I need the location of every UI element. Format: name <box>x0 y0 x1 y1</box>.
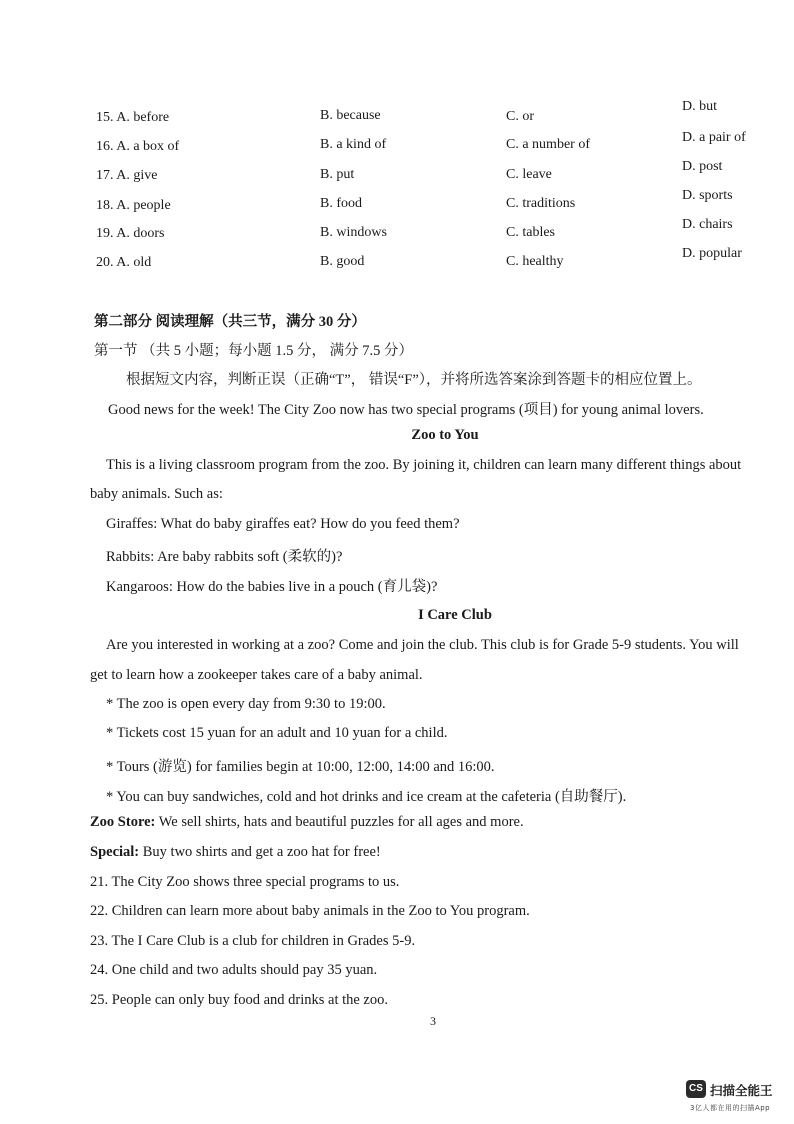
section-title: 第一节 （共 5 小题；每小题 1.5 分， 满分 7.5 分） <box>94 343 413 359</box>
special-label: Special: <box>90 844 140 860</box>
question-21: 21. The City Zoo shows three special programs to us. <box>90 874 400 890</box>
option-d: D. post <box>682 159 723 174</box>
option-b: B. windows <box>320 225 387 240</box>
paragraph-line: This is a living classroom program from the zoo. By joining it, children can learn many different things about <box>106 457 742 473</box>
zoo-store-text: We sell shirts, hats and beautiful puzzles for all ages and more. <box>155 814 524 830</box>
option-c: C. leave <box>506 167 552 182</box>
instruction-text: 根据短文内容，判断正误（正确“T”， 错误“F”），并将所选答案涂到答题卡的相应位置上。 <box>126 372 702 388</box>
list-item: Kangaroos: How do the babies live in a pouch (育儿袋)? <box>106 579 438 595</box>
list-item: Rabbits: Are baby rabbits soft (柔软的)? <box>106 549 343 565</box>
option-a: 18. A. people <box>96 198 171 213</box>
part-title: 第二部分 阅读理解（共三节，满分 30 分） <box>94 314 366 330</box>
list-item: Giraffes: What do baby giraffes eat? How do you feed them? <box>106 516 460 532</box>
camscanner-logo-icon: CS <box>686 1080 706 1098</box>
page-number: 3 <box>430 1014 436 1028</box>
option-d: D. but <box>682 99 717 114</box>
heading-i-care-club: I Care Club <box>418 607 492 623</box>
option-c: C. traditions <box>506 196 576 211</box>
special-line <box>90 844 381 861</box>
zoo-store-line <box>90 814 524 831</box>
option-a: 20. A. old <box>96 255 152 270</box>
paragraph-line: Are you interested in working at a zoo? Come and join the club. This club is for Grade 5-9 students. You will <box>106 637 739 653</box>
question-22: 22. Children can learn more about baby animals in the Zoo to You program. <box>90 903 530 919</box>
option-d: D. popular <box>682 246 742 261</box>
option-b: B. put <box>320 167 355 182</box>
option-a: 19. A. doors <box>96 226 165 241</box>
option-a: 16. A. a box of <box>96 139 180 154</box>
zoo-store-label: Zoo Store: <box>90 814 156 830</box>
passage-intro: Good news for the week! The City Zoo now has two special programs (项目) for young animal lovers. <box>108 402 704 418</box>
bullet-item: * You can buy sandwiches, cold and hot drinks and ice cream at the cafeteria (自助餐厅). <box>106 789 627 805</box>
paragraph-line: get to learn how a zookeeper takes care of a baby animal. <box>90 667 423 683</box>
question-25: 25. People can only buy food and drinks at the zoo. <box>90 992 388 1008</box>
option-a: 15. A. before <box>96 110 170 125</box>
heading-zoo-to-you: Zoo to You <box>411 427 479 443</box>
option-d: D. sports <box>682 188 733 203</box>
option-b: B. because <box>320 108 381 123</box>
option-d: D. a pair of <box>682 130 746 145</box>
option-a: 17. A. give <box>96 168 158 183</box>
option-c: C. a number of <box>506 137 590 152</box>
bullet-item: * Tours (游览) for families begin at 10:00, 12:00, 14:00 and 16:00. <box>106 759 495 775</box>
option-b: B. good <box>320 254 365 269</box>
paragraph-line: baby animals. Such as: <box>90 486 223 502</box>
option-c: C. healthy <box>506 254 564 269</box>
bullet-item: * Tickets cost 15 yuan for an adult and 10 yuan for a child. <box>106 725 448 741</box>
special-text: Buy two shirts and get a zoo hat for free! <box>139 844 381 860</box>
bullet-item: * The zoo is open every day from 9:30 to 19:00. <box>106 696 386 712</box>
watermark-name: 扫描全能王 <box>710 1083 773 1098</box>
option-d: D. chairs <box>682 217 733 232</box>
option-b: B. food <box>320 196 362 211</box>
option-c: C. or <box>506 109 534 124</box>
question-23: 23. The I Care Club is a club for children in Grades 5-9. <box>90 933 416 949</box>
option-b: B. a kind of <box>320 137 387 152</box>
option-c: C. tables <box>506 225 555 240</box>
watermark-tagline: 3亿人都在用的扫描App <box>690 1104 771 1112</box>
question-24: 24. One child and two adults should pay 35 yuan. <box>90 962 378 978</box>
